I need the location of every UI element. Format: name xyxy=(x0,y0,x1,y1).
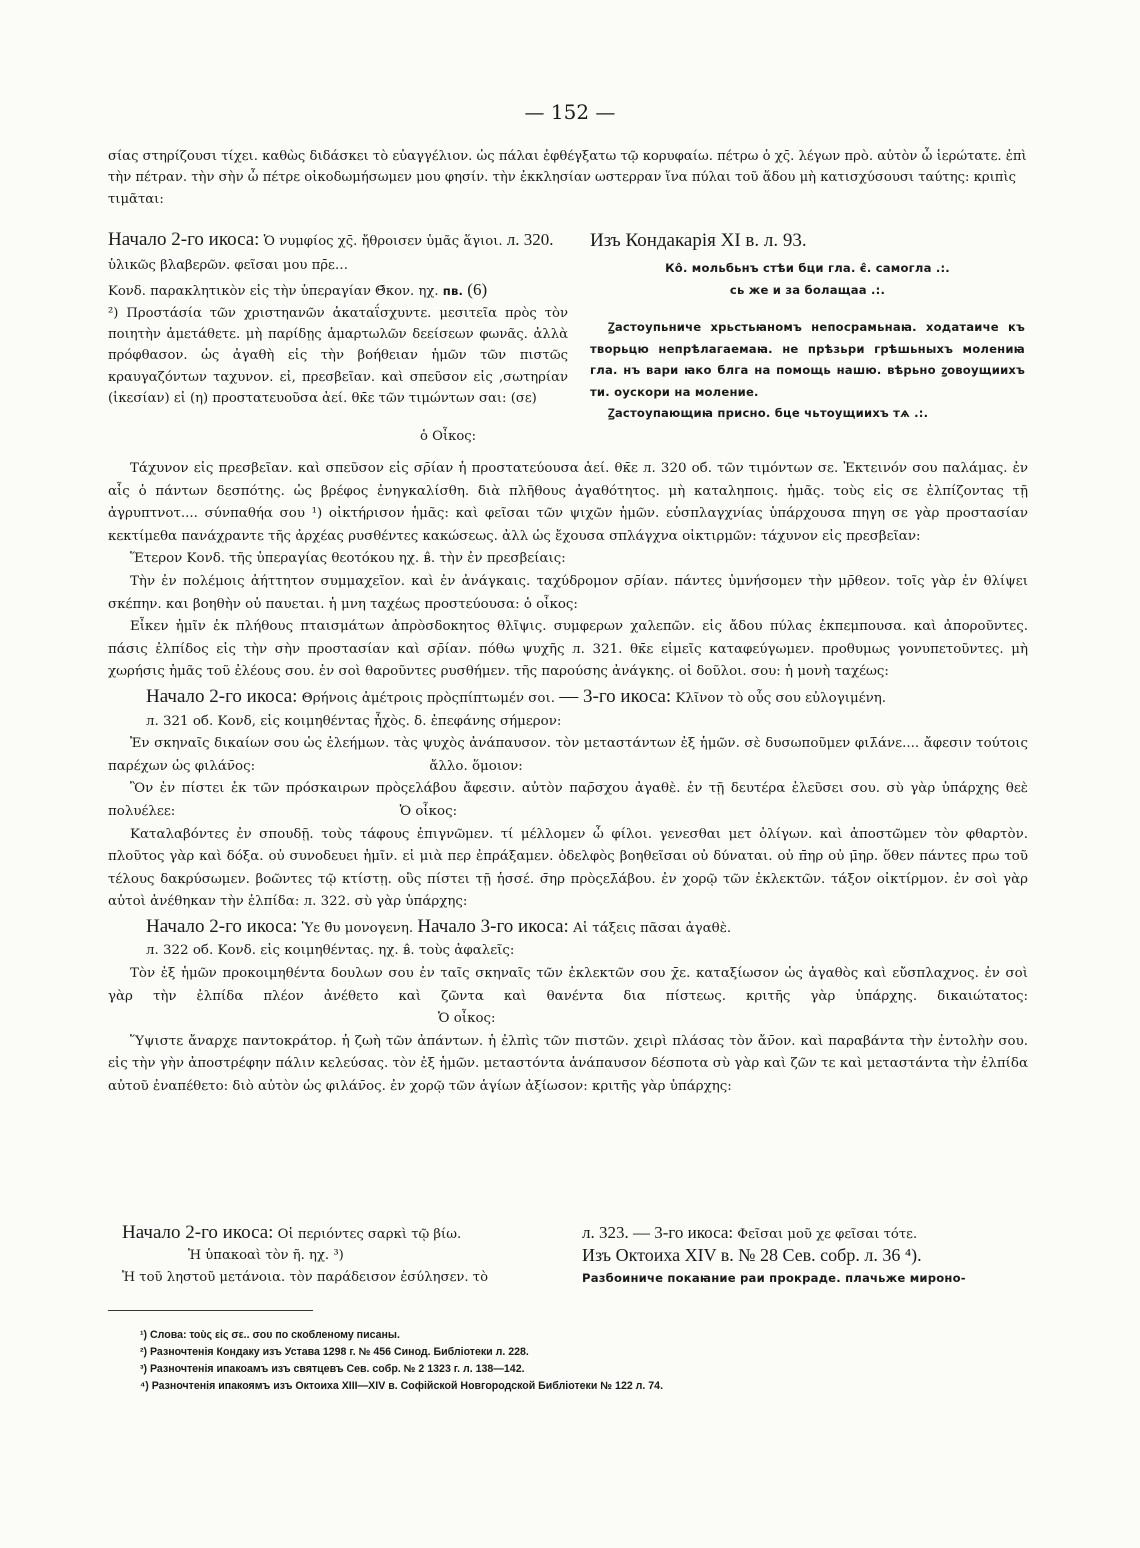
section3-heading-gr: Ὑε θ̄υ μονογενη. xyxy=(301,920,414,936)
left-heading-ref: л. 320. xyxy=(506,230,554,249)
section3-heading-ru: Начало 2-го икоса: xyxy=(146,915,298,937)
left-heading-gr: Ὁ νυμφίος χς̄. ἤθροισεν ὑμᾶς ἅγιοι. xyxy=(263,234,503,249)
section3-p1-text: Τὸν ἐξ ἡμῶν προκοιμηθέντα δουλων σου ἐν ταῖς σκηναῖς τῶν ἐκλεκτῶν σου χ̄ε. καταξίωσον ὡς ἀγαθὸς καὶ εὔσπλαχνος. ἐν σοὶ γὰρ τὴν ἐλπίδα πλέον ἀνέθετο καὶ ζῶντα καὶ θανέντα δια πίστεως. κριτῆς γὰρ ὑπάρχης. δικαιώτατος: xyxy=(108,966,1028,1004)
bottom-left-column xyxy=(108,1222,568,1288)
left-heading-ru: Начало 2-го икоса: xyxy=(108,229,260,250)
section3-heading-ru2: Начало 3-го икоса: xyxy=(417,915,569,937)
main-body xyxy=(108,458,1028,1099)
bottom-left-line3: Ἡ τοῦ ληστοῦ μετάνοια. τὸν παράδεισον ἐσύλησεν. τὸ xyxy=(122,1269,489,1285)
section2-p2-text: Ὃν ἐν πίστει ἐκ τῶν πρόσκαιρων πρὸςελάβου ἄφεσιν. αὐτὸν παρ̄σχου ἀγαθὲ. ἐν τῇ δευτέρα ἐλεῦσει σου. σὺ γὰρ ὑπάρχης θεὲ πολυέλεε: xyxy=(108,781,1028,819)
right-text2: Ꙁастоупающиꙗ присно. бце чьтоущиихъ тѧ .:. xyxy=(608,406,929,420)
left-column xyxy=(108,228,568,444)
paragraph-2: Ἕτερον Κονδ. τῆς ὑπεραγίας θεοτόκου ηχ. в̂. τὴν ἐν πρεσβείαις: xyxy=(130,551,566,567)
paragraph-3: Τὴν ἐν πολέμοις ἀήττητον συμμαχεῖον. καὶ ἐν ἀνάγκαις. ταχύδρομον σρ̄ίαν. πάντες ὑμνήσομεν τὴν μρ̄θεον. τοῖς γὰρ ἐν θλίψει σκέπην. και βοηθὴν οὐ παυεται. ἡ μνη ταχέως προστεύουσα: ὁ οἶκος: xyxy=(108,573,1028,612)
footnote-1: ¹) Слова: τοὺς εἰς σε.. σου по скобленому писаны. xyxy=(140,1329,400,1341)
bottom-right-column xyxy=(582,1222,1027,1290)
section2-heading-gr2: Κλῖνον τὸ οὖς σου εὐλογιμένη. xyxy=(675,690,887,706)
section2-p3: Καταλαβόντες ἐν σπουδῇ. τοὺς τάφους ἐπιγνῶμεν. τί μέλλομεν ὦ φίλοι. γενεσθαι μετ ὀλίγων. καὶ ἀποστῶμεν τὸν φθαρτὸν. πλοῦτος γὰρ καὶ δόξα. οὐ συνοδευει ἡμῖν. εἰ μιὰ περ ἐπράξαμεν. ὀδελφὸς βοηθεῖσαι οὐ δύναται. οὐ π̄ηρ οὐ μ̄ηρ. ὅθεν πάντες πρω τοῦ τέλους δακρύσωμεν. βοῶντες τῷ κτίστῃ. οὓς πίστει τῇ ἡσσέ. σ̄ηρ πρὸςελ̄άβου. ἐν χορῷ τῶν ἐκλεκτῶν. τάξον οἰκτίρμον. ἐν σοὶ γὰρ αὐτοὶ ἀνέθηκαν τὴν ἐλπίδα: л. 322. σὺ γὰρ ὑπάρχης: xyxy=(108,826,1028,910)
section2-heading-gr: Θρήνοις ἀμέτροις πρὸςπίπτωμέν σοι. xyxy=(301,690,556,706)
left-kond-line xyxy=(108,279,568,303)
bottom-left-ru: Начало 2-го икоса: xyxy=(122,1222,274,1243)
bottom-right-gr: Φεῖσαι μοῦ χε φεῖσαι τότε. xyxy=(737,1227,918,1242)
left-kond-num: (6) xyxy=(467,280,488,299)
section3-p1 xyxy=(108,963,1028,1031)
section3-heading xyxy=(108,916,1028,941)
bottom-left-line2: Ἡ ὑπακοαὶ τὸν ῆ. ηχ. ³) xyxy=(188,1248,344,1264)
section3-p1-end: Ὁ οἶκος: xyxy=(438,1011,496,1027)
footnote-4: ⁴) Разночтенія ипакоямъ изъ Октоиха XIII—XIV в. Софійской Новгородской Библіотеки № 122 л. 74. xyxy=(140,1380,664,1392)
section2-kond: л. 321 об. Κονδ, εἰς κοιμηθέντας ἦχὸς. δ. ἐπεφάνης σήμερον: xyxy=(146,713,562,729)
section2-p1-end: ἄλλο. ὅμοιον: xyxy=(429,758,523,774)
bottom-right-ref: л. 323. xyxy=(582,1223,629,1242)
left-oikos: ὁ Οἶκος: xyxy=(420,429,477,444)
right-line2: сь же и за болащаа .:. xyxy=(729,282,886,297)
section3-kond: л. 322 об. Κονδ. εἰς κοιμηθέντας. ηχ. в̂. τοὺς ἀφαλεῖς: xyxy=(146,943,515,959)
bottom-left-gr: Οἱ περιόντες σαρκὶ τῷ βίω. xyxy=(277,1227,462,1242)
left-text: ²) Προστάσία τῶν χριστηανῶν ἀκαταΐσχυντε. μεσιτεῖα πρὸς τὸν ποιητὴν ἀμετάθετε. μὴ παρίδῃς ἁμαρτωλῶν δεείσεων φωνᾶς. ἀλλὰ πρόφθασον. ὡς ἀγαθὴ εἰς τὴν βοήθειαν ἡμῶν τῶν πιστῶς κραυγαζόντων ταχυνον. εἰ, πρεσβεῖαν. καὶ σπεῦσον εἰς ,σωτηρίαν (ἱκεσίαν) εἰ (η) προστατευοῦσα ἀεί. θκ̄ε τῶν τιμώντων σαι: (σε) xyxy=(108,305,568,407)
section3-p2: Ὕψιστε ἄναρχε παντοκράτορ. ἡ ζωὴ τῶν ἀπάντων. ἡ ἐλπὶς τῶν πιστῶν. χειρὶ πλάσας τὸν ἄν̄ον. καὶ παραβάντα τὴν ἐντολὴν σου. εἰς τὴν γὴν ἀποστρέφην πάλιν κελεύσας. τὸν ἐξ ἡμῶν. μεταστόντα ἀνάπαυσον δέσποτα σὺ γὰρ καὶ ζῶν τε καὶ μεταστάντα τὴν ἐλπίδα αὐτοῦ ἐναπέθετο: διὸ αὐτὸν ὡς φιλάν̄ος. ἐν χορῷ τῶν ἁγίων ἀξίωσον: κριτῆς γὰρ ὑπάρχης: xyxy=(108,1033,1028,1095)
section2-p2-end: Ὁ οἶκος: xyxy=(399,803,458,819)
section2-heading xyxy=(108,686,1028,711)
top-paragraph: σίας στηρίζουσι τίχει. καθὼς διδάσκει τὸ εὐαγγέλιον. ὡς πάλαι ἐφθέγξατω τῷ κορυφαίω. πέτρω ὁ χς̄. λέγων πρὸ. αὐτὸν ὦ ἱερώτατε. ἐπὶ τὴν πέτραν. τὴν σὴν ὦ πέτρε οἰκοδωμήσωμεν μου φησίν. τὴν ἐκκλησίαν ωστερραν ἵνα πύλαι τοῦ ἅδου μὴ κατισχύσουσι ταύτης: κριπὶς τιμᾶται: xyxy=(108,149,1027,207)
bottom-right-line3: Разбоиниче покаꙗние раи прокраде. плачьже мироно- xyxy=(582,1271,966,1286)
footnote-3: ³) Разночтенія ипакоамъ изъ святцевъ Сев. собр. № 2 1323 г. л. 138—142. xyxy=(140,1363,525,1375)
page-number: — 152 — xyxy=(524,100,616,124)
paragraph-4: Εἶκεν ἡμῖν ἐκ πλήθους πταισμάτων ἀπρὸσδοκητος θλῖψις. συμφερων χαλεπῶν. εἰς ἄδου πύλας ἐκπεμπουσα. καὶ ἀποροῦντες. πάσις ἐλπίδος εἰς τὴν σὴν προστασίαν καὶ σρ̄ίαν. πόθω ψυχῆς л. 321. θκ̄ε εἰμεῖς καταφεύγωμεν. προθυμως γονυπετοῦντες. μὴ χωρήσις ἡμᾶς τοῦ ἐλέους σου. ἐν σοὶ θαροῦντες ρυσθήμεν. τῆς παρούσης ἀνάγκης. οἱ δοῦλοι. σου: ἡ μονὴ ταχέως: xyxy=(108,619,1028,680)
paragraph-1: Τάχυνον εἰς πρεσβεῖαν. καὶ σπεῦσον εἰς σρ̄ίαν ἡ προστατεύουσα ἀεί. θκ̄ε л. 320 об. τῶν τιμόντων σε. Ἐκτεινόν σου παλάμας. ἐν αἷς ὁ πάντων δεσπότης. ὡς βρέφος ἐνηγκαλίσθη. διὰ πλῆθους ἀγαθότητος. μὴ καταληποις. ἡμᾶς. τοὺς εἰς σε ἐλπίζοντας τῇ ἀγρυπτνοτ.... σύνπαθήα σου ¹) οἰκτήρισον ἡμᾶς: καὶ φεῖσαι τῶν ψιχῶν ἡμῶν. εὐσπλαγχνίας ὑπάρχουσα πηγη σε γὰρ προστασίαν κεκτίμεθα πανάχραντε τῆς ἀρχέας ρυσθέντες κακώσεως. ἀλλ ὡς ἔχουσα σπλάγχνα οἰκτιρμῶν: τάχυνον εἰς πρεσβεῖαν: xyxy=(108,461,1028,544)
section2-p1-text: Ἐν σκηναῖς δικαίων σου ὡς ἐλεήμων. τὰς ψυχὸς ἀνάπαυσον. τὸν μεταστάντων ἐξ ἡμῶν. σὲ δυσωποῦμεν φιλ̄άνε.... ἄφεσιν τούτοις παρέχων ὡς φιλάν̄ος: xyxy=(108,736,1028,774)
right-line1: Ко̂. мольбьнъ стѣи бци гла. є̂. самогла .:. xyxy=(665,261,950,275)
left-heading-gr2: ὑλικῶς βλαβερῶν. φεῖσαι μου πρ̄ε… xyxy=(108,258,349,273)
right-column xyxy=(590,230,1025,425)
section2-p1 xyxy=(108,733,1028,778)
left-kond-tone: пв. xyxy=(442,284,464,298)
section2-heading-ru: Начало 2-го икоса: xyxy=(146,685,298,707)
bottom-right-ru: — 3-го икоса: xyxy=(632,1223,734,1242)
section2-heading-ru2: — 3-го икоса: xyxy=(559,685,672,707)
footnote-divider xyxy=(108,1310,313,1311)
section3-heading-gr2: Αἱ τάξεις πᾶσαι ἀγαθὲ. xyxy=(573,920,732,936)
left-kond: Κονδ. παρακλητικὸν εἰς τὴν ὑπεραγίαν Θ̄κον. ηχ. xyxy=(108,284,439,299)
footnote-2: ²) Разночтенія Кондаку изъ Устава 1298 г. № 456 Синод. Библіотеки л. 228. xyxy=(140,1346,529,1358)
bottom-right-line2: Изъ Октоиха XIV в. № 28 Сев. собр. л. 36 ⁴). xyxy=(582,1245,922,1266)
right-heading: Изъ Кондакарія XI в. л. 93. xyxy=(590,230,807,251)
right-text: Ꙁастоупьниче хрьстьꙗномъ непосрамьнаꙗ. ходатаиче къ творьцю непрѣлагаемаꙗ. не прѣзьри грѣшьныхъ молениꙗ гла. нъ вари ꙗко блга на помощь нашю. вѣрьно ꙁовоущиихъ ти. оускори на моление. xyxy=(590,320,1025,399)
section2-p2 xyxy=(108,778,1028,823)
